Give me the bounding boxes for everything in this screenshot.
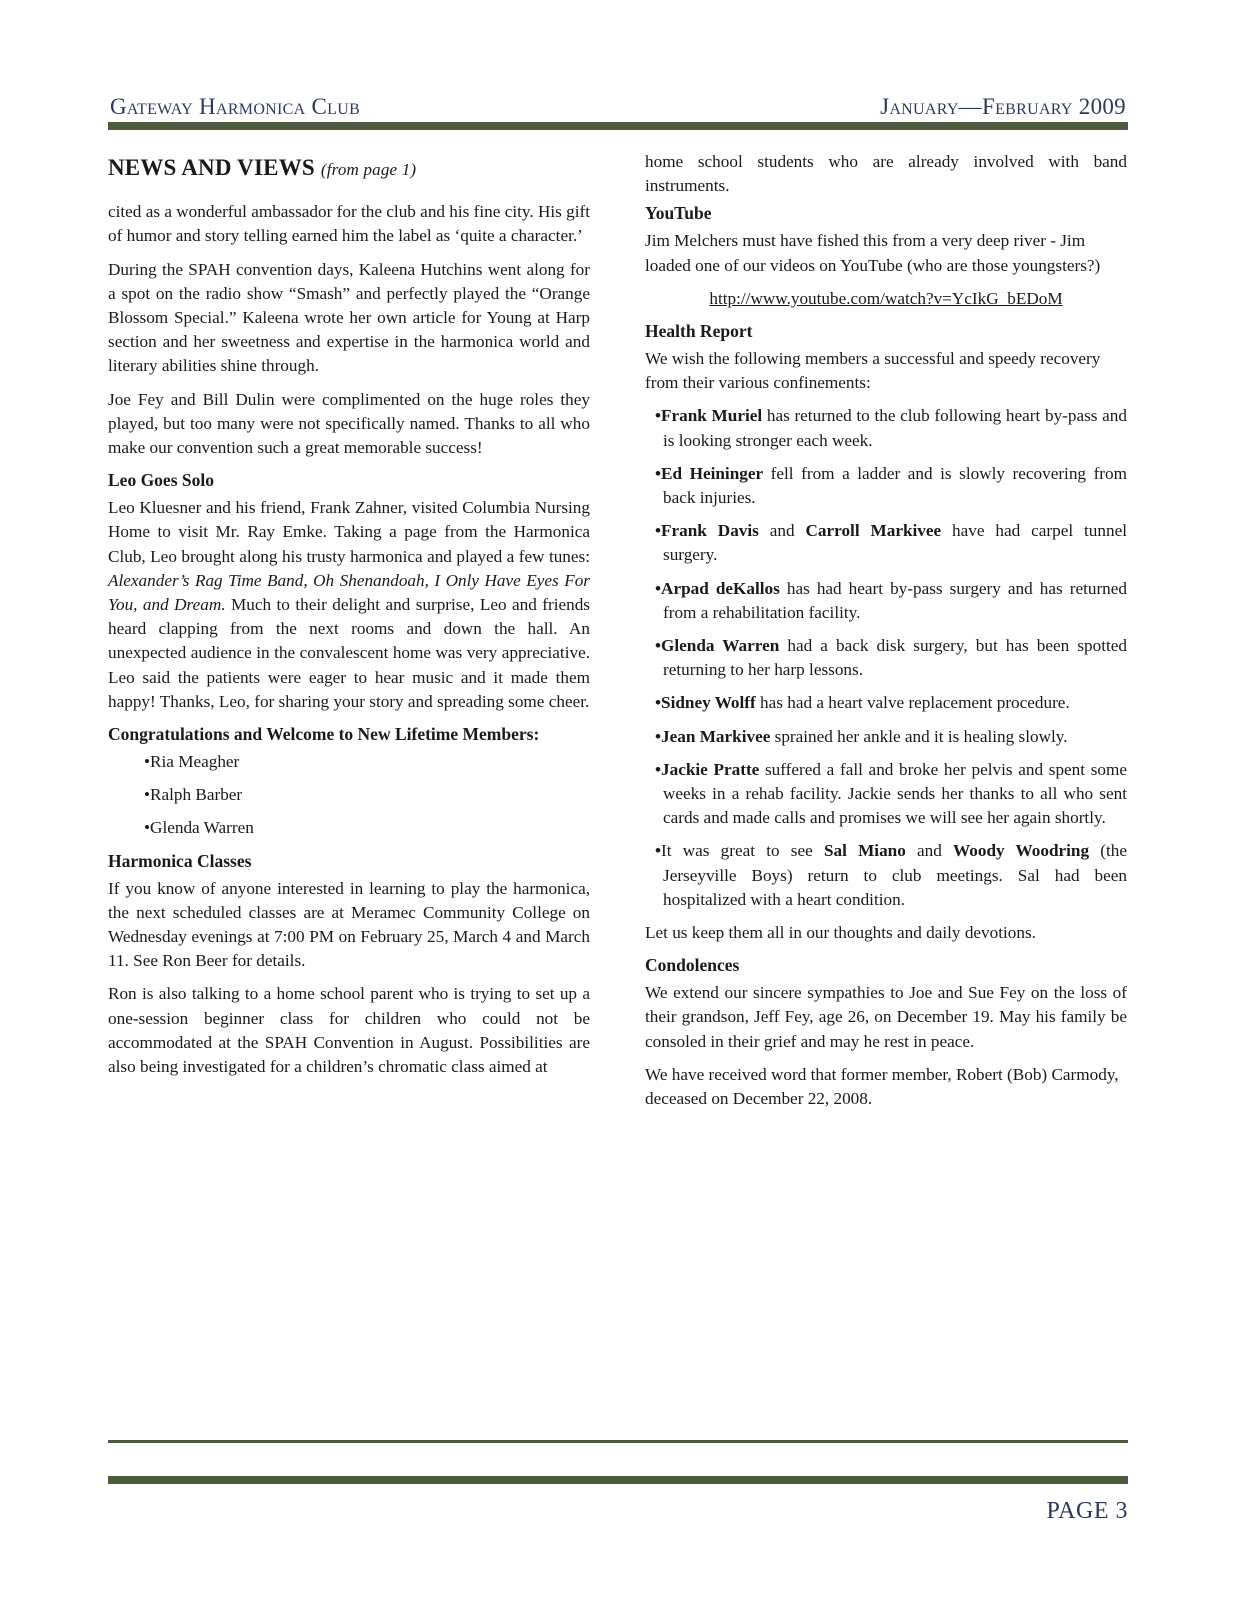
- health-text: sprained her ankle and it is healing slowly.: [770, 726, 1068, 746]
- member-name: Glenda Warren: [661, 636, 780, 656]
- member-name: Frank Davis: [661, 521, 759, 541]
- member-name: Arpad deKallos: [661, 578, 780, 598]
- health-list: [645, 404, 1127, 912]
- paragraph: Joe Fey and Bill Dulin were complimented on the huge roles they played, but too many were not specifically named. Thanks to all who make our convention such a great memorable success!: [108, 389, 590, 458]
- health-text: has returned to the club following heart by-pass and is looking stronger each week.: [663, 406, 1127, 450]
- leo-text-b: Much to their delight and surprise, Leo and friends heard clapping from the next rooms and down the hall. An unexpected audience in the convalescent home was very appreciative. Leo said the patients were eager to hear music and it made them happy! Thanks, Leo, for sharing your story and spreading some cheer.: [108, 595, 591, 711]
- health-item: [655, 404, 1127, 452]
- youtube-link[interactable]: http://www.youtube.com/watch?v=YcIkG_bEDoM: [709, 288, 1063, 308]
- member-name: Woody Woodring: [953, 841, 1090, 861]
- member-name: Frank Muriel: [661, 406, 763, 426]
- health-text: has had a heart valve replacement procedure.: [755, 693, 1070, 713]
- member-name: Sal Miano: [823, 841, 906, 861]
- page-number: PAGE 3: [1046, 1498, 1128, 1524]
- header-club-name: Gateway Harmonica Club: [110, 94, 361, 119]
- health-item: [655, 462, 1127, 510]
- member-name: Sidney Wolff: [661, 693, 756, 713]
- paragraph: home school students who are already involved with band instruments.: [645, 152, 1127, 196]
- paragraph: Jim Melchers must have fished this from a very deep river - Jim loaded one of our videos on YouTube (who are those youngsters?): [645, 231, 1101, 275]
- health-item: [655, 839, 1127, 912]
- right-column: [645, 150, 1127, 1120]
- paragraph: We wish the following members a successful and speedy recovery from their various confinements:: [645, 349, 1101, 393]
- paragraph: During the SPAH convention days, Kaleena Hutchins went along for a spot on the radio show “Smash” and perfectly played the “Orange Blossom Special.” Kaleena wrote her own article for Young at Harp section and her sweetness and expertise in the harmonica world and literary abilities shine through.: [108, 259, 590, 376]
- health-item: [655, 634, 1127, 682]
- member-name: Carroll Markivee: [805, 521, 942, 541]
- health-item: [655, 758, 1127, 831]
- list-item: • Ralph Barber: [144, 783, 590, 807]
- members-list: [144, 750, 590, 841]
- list-item: • Ria Meagher: [144, 750, 590, 774]
- leo-heading: Leo Goes Solo: [108, 470, 214, 491]
- health-heading: Health Report: [645, 321, 753, 342]
- health-text: (the Jerseyville Boys) return to club meetings. Sal had been hospitalized with a heart condition.: [663, 841, 1127, 909]
- health-text: It was great to see: [661, 841, 824, 861]
- health-item: [655, 577, 1127, 625]
- leo-tunes: Alexander’s Rag Time Band, Oh Shenandoah, I Only Have Eyes For You, and Dream.: [108, 570, 590, 615]
- member-name: Jean Markivee: [661, 726, 771, 746]
- section-title-text: NEWS AND VIEWS: [108, 155, 315, 180]
- health-item: [655, 691, 1127, 715]
- youtube-heading: YouTube: [645, 203, 712, 224]
- paragraph: cited as a wonderful ambassador for the club and his fine city. His gift of humor and story telling earned him the label as ‘quite a character.’: [108, 202, 590, 246]
- member-name: Ed Heininger: [661, 463, 764, 483]
- footer-rule-thin: [108, 1440, 1128, 1443]
- member-name: Jackie Pratte: [661, 759, 760, 779]
- paragraph: If you know of anyone interested in learning to play the harmonica, the next scheduled classes are at Meramec Community College on Wednesday evenings at 7:00 PM on February 25, March 4 and March 11. See Ron Beer for details.: [108, 878, 590, 971]
- youtube-link-line: [645, 287, 1127, 311]
- leo-text-a: Leo Kluesner and his friend, Frank Zahner, visited Columbia Nursing Home to visit Mr. Ray Emke. Taking a page from the Harmonica Club, Leo brought along his trusty harmonica and played a few tunes:: [108, 498, 590, 566]
- header-issue-date: January—February 2009: [880, 94, 1126, 119]
- paragraph: We extend our sincere sympathies to Joe and Sue Fey on the loss of their grandson, Jeff Fey, age 26, on December 19. May his family be consoled in their grief and may he rest in peace.: [645, 983, 1127, 1051]
- leo-paragraph: [108, 496, 590, 714]
- health-text: and: [758, 521, 806, 541]
- health-text: and: [905, 841, 954, 861]
- left-column: [108, 150, 590, 1088]
- list-item: • Glenda Warren: [144, 816, 590, 840]
- footer-rule-thick: [108, 1476, 1128, 1484]
- header-rule: [108, 122, 1128, 130]
- condolences-heading: Condolences: [645, 955, 740, 976]
- paragraph: Let us keep them all in our thoughts and daily devotions.: [645, 923, 1036, 943]
- paragraph: We have received word that former member, Robert (Bob) Carmody, deceased on December 22, 2008.: [645, 1064, 1119, 1109]
- section-title: [108, 156, 590, 182]
- health-text: have had carpel tunnel surgery.: [663, 521, 1127, 565]
- members-heading: Congratulations and Welcome to New Lifetime Members:: [108, 724, 540, 745]
- health-text: fell from a ladder and is slowly recovering from back injuries.: [663, 463, 1127, 508]
- health-text: has had heart by-pass surgery and has returned from a rehabilitation facility.: [663, 578, 1127, 622]
- health-item: [655, 519, 1127, 567]
- page-header: [110, 86, 1126, 120]
- section-continuation: (from page 1): [320, 160, 417, 179]
- health-text: had a back disk surgery, but has been spotted returning to her harp lessons.: [663, 636, 1127, 680]
- health-text: suffered a fall and broke her pelvis and spent some weeks in a rehab facility. Jackie sends her thanks to all who sent cards and made calls and promises we will see her again shortly.: [663, 759, 1127, 828]
- paragraph: Ron is also talking to a home school parent who is trying to set up a one-session beginner class for children who could not be accommodated at the SPAH Convention in August. Possibilities are also being investigated for a children’s chromatic class aimed at: [108, 984, 590, 1077]
- classes-heading: Harmonica Classes: [108, 850, 252, 871]
- health-item: [655, 725, 1127, 749]
